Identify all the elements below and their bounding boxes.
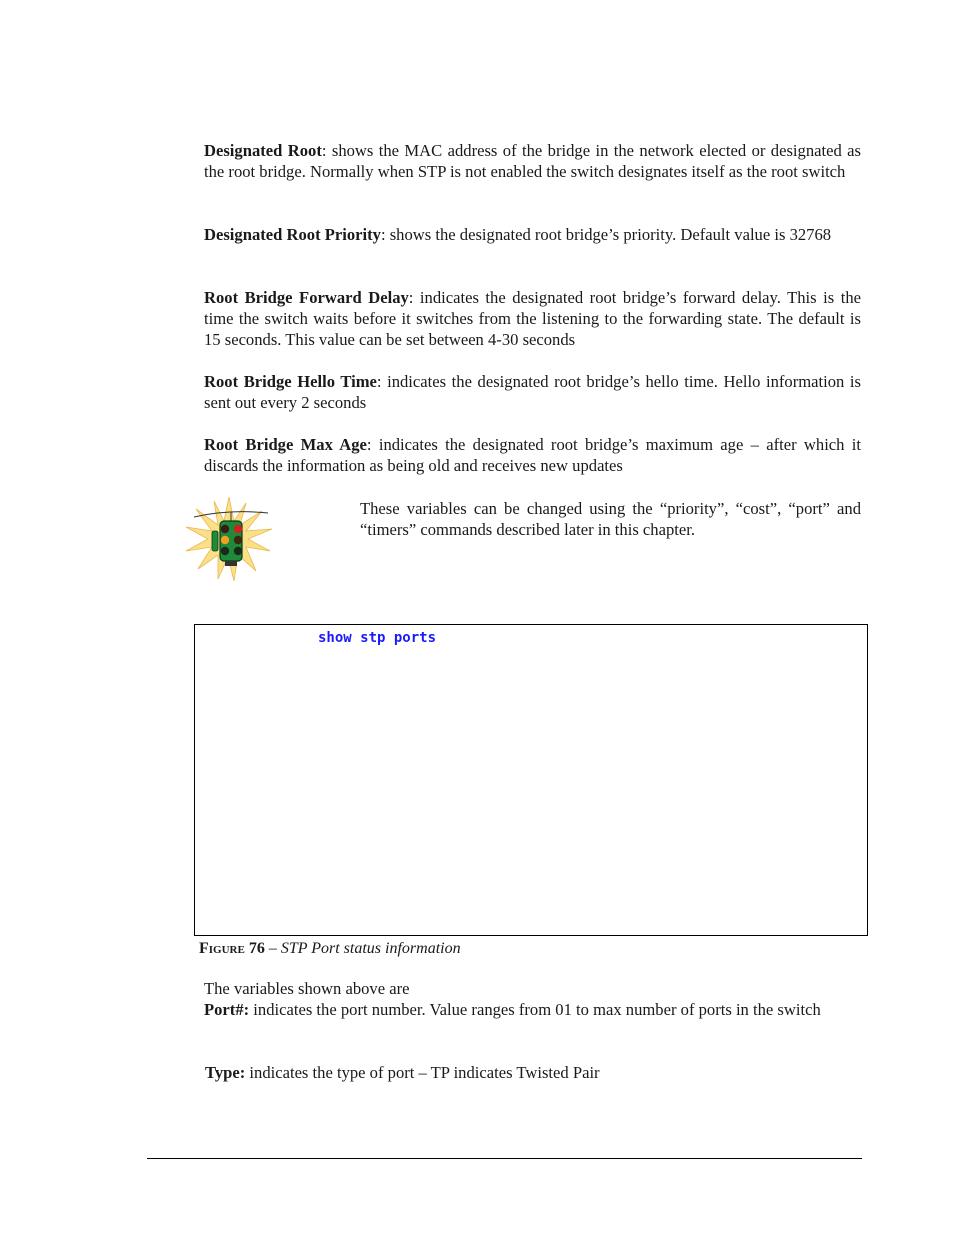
desc-root-bridge-hello-time: : indicates the designated root bridge’s hello time. Hello information is sent out every 2 seconds xyxy=(204,372,861,412)
figure-caption xyxy=(199,939,461,959)
para-designated-root xyxy=(204,140,861,182)
para-designated-root-priority xyxy=(204,224,861,245)
term-designated-root: Designated Root xyxy=(204,141,322,160)
term-designated-root-priority: Designated Root Priority xyxy=(204,225,381,244)
term-root-bridge-forward-delay: Root Bridge Forward Delay xyxy=(204,288,409,307)
desc-designated-root: : shows the MAC address of the bridge in the network elected or designated as the root bridge. Normally when STP is not enabled the switch designates itself as the root switch xyxy=(204,141,861,181)
variables-intro: The variables shown above are xyxy=(204,979,410,998)
footer-rule xyxy=(147,1158,862,1159)
desc-root-bridge-forward-delay: : indicates the designated root bridge’s forward delay. This is the time the switch waits before it switches from the listening to the forwarding state. The default is 15 seconds. This value can be set between 4-30 seconds xyxy=(204,288,861,349)
cli-command: show stp ports xyxy=(318,630,437,646)
para-root-bridge-max-age xyxy=(204,434,861,476)
cli-output-box xyxy=(194,624,868,936)
desc-root-bridge-max-age: : indicates the designated root bridge’s maximum age – after which it discards the information as being old and receives new updates xyxy=(204,435,861,475)
desc-port-number: indicates the port number. Value ranges from 01 to max number of ports in the switch xyxy=(249,1000,821,1019)
para-root-bridge-hello-time xyxy=(204,371,861,413)
figure-title: STP Port status information xyxy=(280,940,461,957)
para-type xyxy=(205,1062,862,1083)
term-root-bridge-max-age: Root Bridge Max Age xyxy=(204,435,367,454)
desc-designated-root-priority: : shows the designated root bridge’s priority. Default value is 32768 xyxy=(380,225,832,244)
traffic-light-icon xyxy=(184,495,274,583)
term-type: Type: xyxy=(205,1063,246,1082)
para-root-bridge-forward-delay xyxy=(204,287,861,350)
term-port-number: Port#: xyxy=(204,1000,250,1019)
para-port-number xyxy=(204,999,861,1020)
note-text: These variables can be changed using the “priority”, “cost”, “port” and “timers” commands described later in this chapter. xyxy=(360,499,861,539)
term-root-bridge-hello-time: Root Bridge Hello Time xyxy=(204,372,377,391)
desc-type: indicates the type of port – TP indicates Twisted Pair xyxy=(245,1063,600,1082)
figure-dash: – xyxy=(264,940,281,957)
figure-label: Figure xyxy=(199,940,245,957)
figure-number: 76 xyxy=(248,940,265,957)
